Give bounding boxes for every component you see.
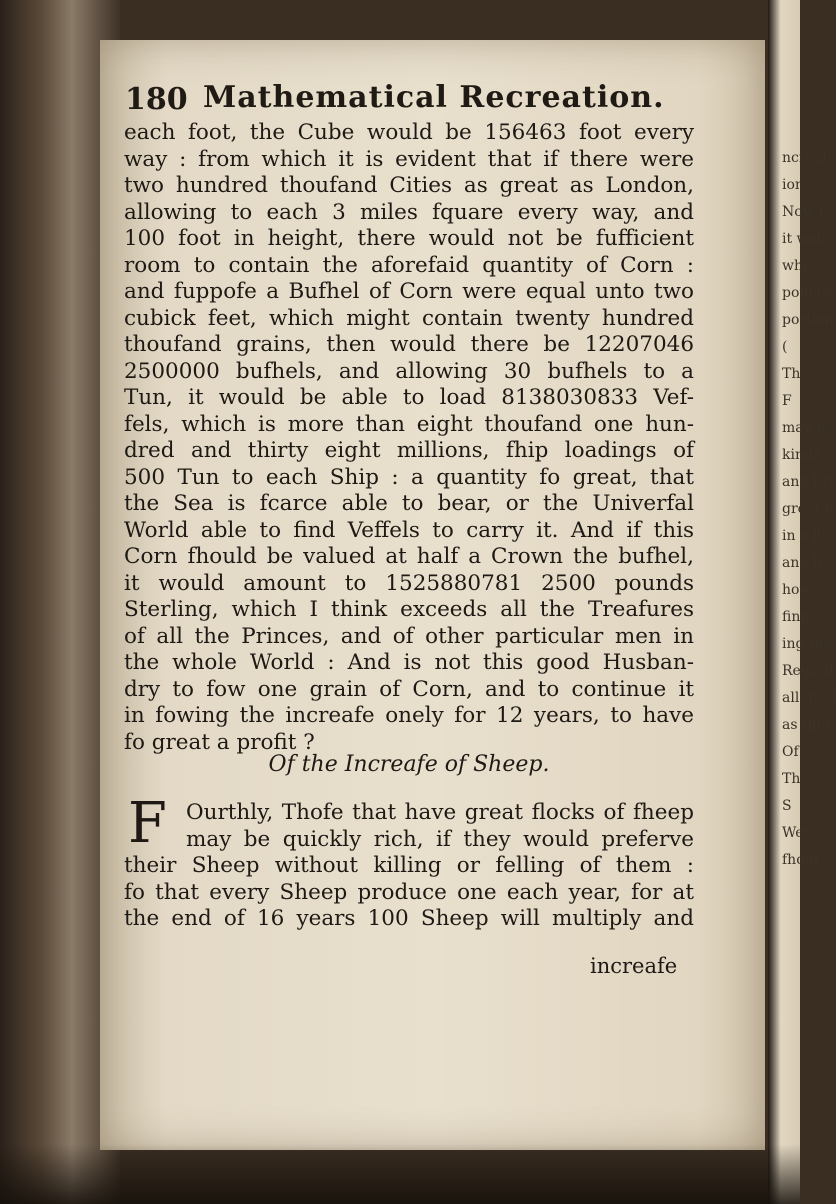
adjacent-page-fragment: fhoul bbox=[782, 852, 819, 868]
adjacent-page-fragment: ing the bbox=[782, 636, 832, 652]
section-text bbox=[124, 800, 694, 933]
text-line: Tun, it would be able to load 8138030833 Vef- bbox=[124, 385, 694, 410]
text-line: fo great a profit ? bbox=[124, 729, 315, 755]
adjacent-page-fragment: in a lit bbox=[782, 528, 828, 544]
text-line: Corn fhould be valued at half a Crown the bufhel, bbox=[124, 544, 694, 569]
text-line: of all the Princes, and of other particular men in bbox=[124, 623, 694, 649]
adjacent-page-fragment: Th bbox=[782, 771, 801, 787]
section-line: their Sheep without killing or felling of them : bbox=[124, 853, 694, 878]
section-line: Ourthly, Thofe that have great flocks of fheep bbox=[186, 800, 694, 825]
adjacent-page-fragment: Regard bbox=[782, 663, 834, 679]
section-line: the end of 16 years 100 Sheep will multiply and bbox=[124, 906, 694, 931]
running-title: Mathematical Recreation. bbox=[203, 80, 665, 115]
bottom-shadow bbox=[0, 1144, 800, 1204]
page-number: 180 bbox=[125, 82, 188, 117]
text-line: it would amount to 1525880781 2500 pounds bbox=[124, 570, 694, 596]
text-line: room to contain the aforefaid quantity of Corn : bbox=[124, 252, 694, 278]
text-line: the Sea is fcarce able to bear, or the Univerfal bbox=[124, 491, 694, 516]
adjacent-page-fragment: Now l bbox=[782, 204, 824, 220]
body-text bbox=[124, 120, 694, 756]
adjacent-page-fragment: and bri bbox=[782, 474, 833, 490]
catchword: increafe bbox=[590, 954, 678, 978]
text-line: 500 Tun to each Ship : a quantity fo great, that bbox=[124, 464, 694, 490]
adjacent-page-fragment: kinds bbox=[782, 447, 821, 463]
text-line: World able to find Veffels to carry it. And if this bbox=[124, 517, 694, 543]
adjacent-page-fragment: Were bbox=[782, 825, 819, 841]
text-line: 100 foot in height, there would not be fufficient bbox=[124, 226, 694, 251]
adjacent-page bbox=[768, 0, 836, 1204]
adjacent-page-fragment: and R bbox=[782, 555, 824, 571]
text-line: Sterling, which I think exceeds all the Treafures bbox=[124, 597, 694, 622]
text-line: each foot, the Cube would be 156463 foot every bbox=[124, 120, 694, 145]
section-line: fo that every Sheep produce one each year, for at bbox=[124, 879, 694, 905]
adjacent-page-fragment: portion bbox=[782, 312, 834, 328]
text-line: fels, which is more than eight thoufand one hun- bbox=[124, 411, 694, 437]
adjacent-page-fragment: as thei bbox=[782, 717, 830, 733]
adjacent-page-fragment: allotted bbox=[782, 690, 836, 706]
adjacent-page-fragment: F bbox=[782, 393, 792, 409]
adjacent-page-fragment: Of bbox=[782, 744, 799, 760]
text-line: 2500000 bufhels, and allowing 30 bufhels to a bbox=[124, 358, 694, 384]
text-line: cubick feet, which might contain twenty hundred bbox=[124, 305, 694, 331]
drop-cap: F bbox=[128, 791, 167, 856]
text-line: two hundred thoufand Cities as great as London, bbox=[124, 173, 694, 198]
adjacent-page-fragment: how bbox=[782, 582, 812, 598]
text-line: allowing to each 3 miles fquare every way, and bbox=[124, 199, 694, 225]
adjacent-page-fragment: great p bbox=[782, 501, 834, 517]
page-header bbox=[125, 80, 685, 118]
adjacent-page-fragment: ions, bbox=[782, 177, 816, 193]
section-line: may be quickly rich, if they would preferve bbox=[186, 826, 694, 852]
text-line: dry to fow one grain of Corn, and to continue it bbox=[124, 676, 694, 702]
text-line: thoufand grains, then would there be 12207046 bbox=[124, 332, 694, 357]
adjacent-page-fragment: may be bbox=[782, 420, 834, 436]
adjacent-page-fragment: ncreal bbox=[782, 150, 827, 166]
adjacent-page-fragment: Th bbox=[782, 366, 801, 382]
text-line: in fowing the increafe onely for 12 years, to have bbox=[124, 703, 694, 728]
text-line: dred and thirty eight millions, fhip loadings of bbox=[124, 438, 694, 463]
adjacent-page-fragment: ( bbox=[782, 339, 788, 355]
adjacent-page-fragment: S bbox=[782, 798, 792, 814]
text-line: and fuppofe a Bufhel of Corn were equal unto two bbox=[124, 279, 694, 304]
text-line: way : from which it is evident that if there were bbox=[124, 146, 694, 172]
adjacent-page-fragment: fing th bbox=[782, 609, 829, 625]
adjacent-page-fragment: pounds bbox=[782, 285, 834, 301]
text-line: the whole World : And is not this good Husban- bbox=[124, 650, 694, 675]
section-title: Of the Increafe of Sheep. bbox=[268, 752, 550, 777]
adjacent-page-fragment: which bbox=[782, 258, 825, 274]
adjacent-page-fragment: it wou bbox=[782, 231, 826, 247]
